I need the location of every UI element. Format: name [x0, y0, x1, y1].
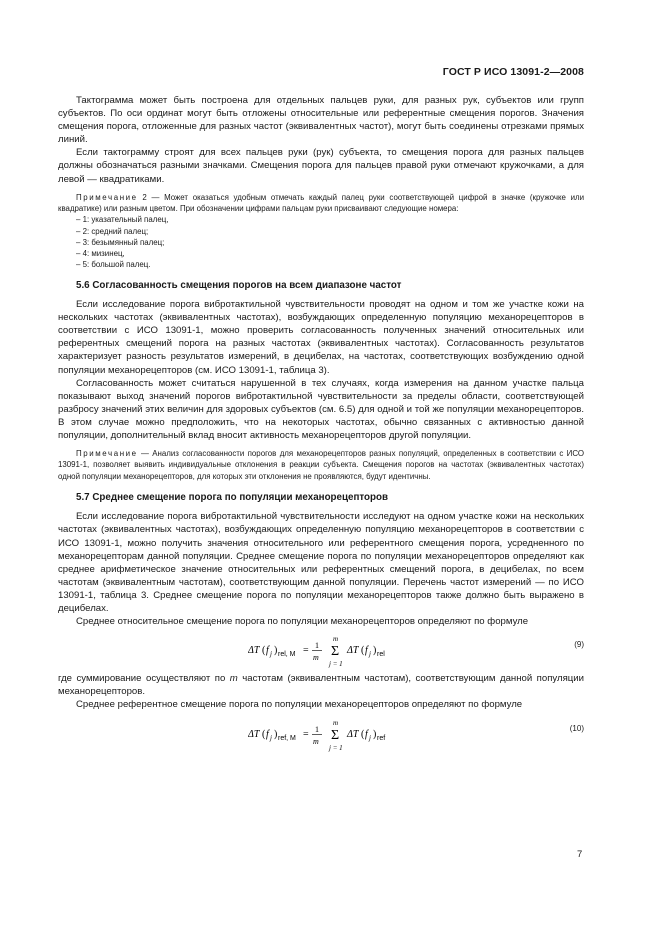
- sum-upper-limit: m: [333, 719, 339, 727]
- paragraph-relative-formula-intro: Среднее относительное смещение порога по популяции механорецепторов определяют по формуле: [76, 616, 529, 628]
- formula-paren: ): [274, 728, 278, 740]
- formula-f: f: [266, 645, 269, 657]
- formula-paren: (: [262, 645, 266, 657]
- text-fragment: где суммирование осуществляют по: [58, 673, 230, 685]
- formula-number: (9): [574, 640, 584, 650]
- formula-lhs-subscript: ref, M: [278, 734, 296, 742]
- note-text: 2 — Может оказаться удобным отмечать каждый палец руки соответствующей цифрой в значке (кружочке или квадратике) или разным цветом. При обозначении цифрами пальцам руки присваивают следующие номера:: [58, 192, 584, 214]
- formula-delta-t: ΔT: [347, 645, 359, 657]
- paragraph-reference-formula-intro: Среднее референтное смещение порога по популяции механорецепторов определяют по формуле: [76, 699, 523, 711]
- formula-delta-t: ΔT: [248, 645, 260, 657]
- document-header: ГОСТ Р ИСО 13091-2—2008: [442, 66, 584, 78]
- formula-delta-t: ΔT: [347, 728, 359, 740]
- page-content: [58, 94, 584, 756]
- paragraph-consistency: Если исследование порога вибротактильной чувствительности проводят на одном и том же участке кожи на нескольких частотах (эквивалентных частотах), возбуждающих определенную популяцию механорецепторов в соответствии с ИСО 13091-1, можно проверить согласованность полученных значений относительных или референтных смещений порога на разных частотах (эквивалентных частотах). Согласованность результатов характеризует разность результатов измерений, в децибелах, на частотах, соответствующих возбуждению одной популяции механорецепторов (см. ИСО 13091-1, таблица 3).: [58, 299, 584, 376]
- formula-lhs-subscript: rel, M: [278, 651, 296, 659]
- list-item: – 5: большой палец.: [76, 259, 151, 269]
- section-heading-5-6: 5.6 Согласованность смещения порогов на всем диапазоне частот: [76, 279, 402, 291]
- formula-paren: ): [373, 645, 377, 657]
- formula-one: 1: [315, 641, 319, 651]
- note-label: Примечание: [76, 192, 138, 202]
- formula-paren: ): [274, 645, 278, 657]
- formula-paren: (: [361, 728, 365, 740]
- formula-j: j: [270, 650, 272, 659]
- formula-equals: =: [303, 645, 309, 657]
- formula-10-expression: [248, 720, 448, 754]
- list-item: – 3: безымянный палец;: [76, 237, 165, 247]
- paragraph-mean-shift: Если исследование порога вибротактильной чувствительности исследуют на одном участке кожи на нескольких частотах (эквивалентных частотах), возбуждающих определенную популяцию механорецепторов в соответствии с ИСО 13091-1, можно получить значения относительного или референтного смещения порога, усредненного по механорецепторам данной популяции. Среднее смещение порога по популяции механорецепторов определяют как среднее арифметическое значение относительных или референтных смещений порога, в децибелах, по всем частотам (эквивалентным частотам), соответствующим данной популяции. Перечень частот измерений — по ИСО 13091-1, таблица 3. Среднее смещение порога по популяции механорецепторов также должно быть выражено в децибелах.: [58, 511, 584, 615]
- paragraph-tactogram-fingers: Если тактограмму строят для всех пальцев руки (рук) субъекта, то смещения порога для разных пальцев должны обозначаться разными значками. Смещения порога для пальцев правой руки отмечают кружочками, а для левой — квадратиками.: [58, 147, 584, 185]
- note-consistency-analysis: [58, 448, 584, 482]
- finger-number-list: [58, 214, 584, 269]
- formula-rhs-subscript: rel: [377, 651, 385, 659]
- formula-f: f: [266, 728, 269, 740]
- note-finger-marking: [58, 192, 584, 215]
- formula-j: j: [270, 733, 272, 742]
- section-heading-5-7: 5.7 Среднее смещение порога по популяции механорецепторов: [76, 492, 389, 504]
- formula-paren: (: [361, 645, 365, 657]
- text-fragment: частотам (эквивалентным частотам), соответствующим данной популяции механорецепторов.: [58, 673, 584, 698]
- formula-delta-t: ΔT: [248, 728, 260, 740]
- page-number: 7: [577, 849, 583, 860]
- formula-10: [58, 716, 584, 756]
- sum-sigma: Σ: [331, 644, 340, 660]
- paragraph-tactogram: Тактограмма может быть построена для отдельных пальцев руки, для разных рук, субъектов или групп субъектов. По оси ординат могут быть отложены относительные или референтные смещения порогов. Значения смещения порога, отложенные для разных частот (эквивалентных частот), могут быть соединены отрезками прямых линий.: [58, 95, 584, 146]
- list-item: – 4: мизинец,: [76, 248, 125, 258]
- formula-one: 1: [315, 724, 319, 734]
- formula-paren: ): [373, 728, 377, 740]
- formula-m: m: [313, 736, 319, 746]
- sum-upper-limit: m: [333, 636, 339, 644]
- note-text: — Анализ согласованности порогов для механорецепторов разных популяций, определенных в соответствии с ИСО 13091-1, позволяет выявить индивидуальные отклонения в реакции субъекта. Смещения порогов на частотах (эквивалентных частотах) одной популяции механорецепторов, для которых эти отклонения не проявляются, будут идентичны.: [58, 449, 584, 481]
- formula-m: m: [313, 653, 319, 663]
- formula-equals: =: [303, 728, 309, 740]
- note-label: Примечание: [76, 449, 138, 459]
- formula-paren: (: [262, 728, 266, 740]
- list-item: – 1: указательный палец,: [76, 215, 169, 225]
- paragraph-consistency-violation: Согласованность может считаться нарушенной в тех случаях, когда измерения на данном участке пальца показывают выход значений порогов вибротактильной чувствительности за пределы области, соответствующей разбросу значений этих величин для здоровых субъектов (см. 6.5) для одной и той же популяции механорецепторов. В этом случае можно предположить, что на некоторых частотах, обычно связанных с активностью данной популяции, дополнительный вклад вносит активность механорецепторов другой популяции.: [58, 377, 584, 441]
- formula-f: f: [365, 728, 368, 740]
- sum-lower-limit: j = 1: [329, 660, 343, 669]
- formula-j: j: [369, 650, 371, 659]
- formula-j: j: [369, 733, 371, 742]
- formula-9: [58, 632, 584, 672]
- formula-f: f: [365, 645, 368, 657]
- formula-9-expression: [248, 636, 448, 670]
- sum-lower-limit: j = 1: [329, 743, 343, 752]
- list-item: – 2: средний палец;: [76, 226, 149, 236]
- formula-number: (10): [569, 723, 584, 733]
- formula-rhs-subscript: ref: [377, 734, 386, 742]
- text-fragment-m: m: [229, 673, 238, 685]
- paragraph-summation-note: [58, 672, 584, 698]
- sum-sigma: Σ: [331, 727, 340, 743]
